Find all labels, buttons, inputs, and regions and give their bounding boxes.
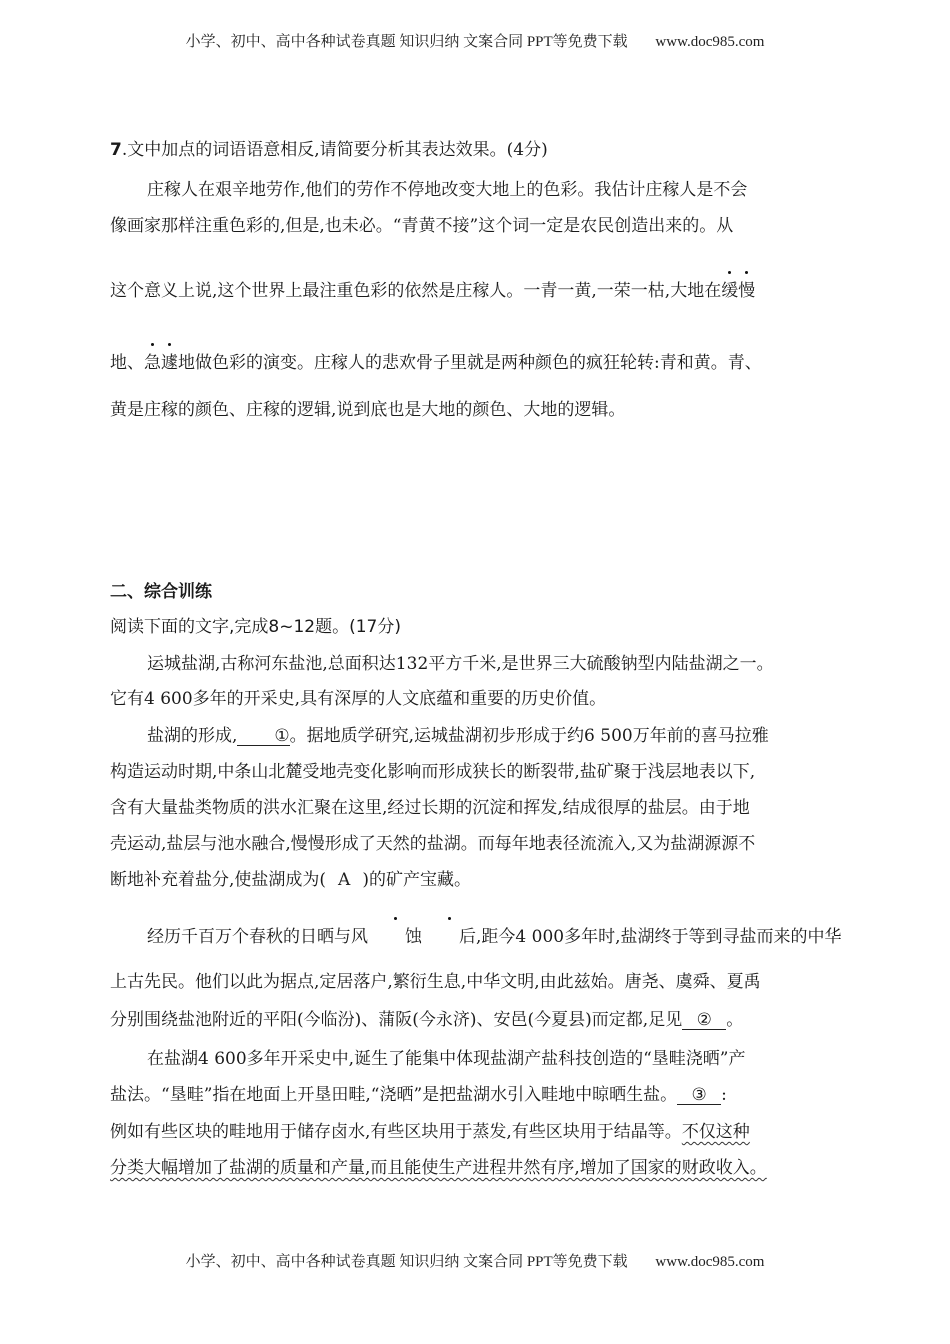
q7-passage-line bbox=[110, 283, 850, 300]
footer-url[interactable]: www.doc985.com bbox=[655, 1254, 765, 1270]
text-span: ,距今4 000多年时,盐湖终于等到寻盐而来的中华 bbox=[476, 927, 842, 947]
dotted-word: 遽 bbox=[161, 353, 178, 373]
answer-letter: A bbox=[338, 870, 351, 890]
text-span: 。 bbox=[726, 1010, 744, 1030]
text-span: 断地补充着盐分,使盐湖成为( bbox=[110, 870, 327, 890]
passage-line: 在盐湖4 600多年开采史中,诞生了能集中体现盐湖产盐科技创造的“垦畦浇晒”产 bbox=[147, 1049, 746, 1069]
header-text: 小学、初中、高中各种试卷真题 知识归纳 文案合同 PPT等免费下载 bbox=[185, 34, 628, 50]
page-header bbox=[0, 30, 950, 51]
q7-passage-line: 庄稼人在艰辛地劳作,他们的劳作不停地改变大地上的色彩。我估计庄稼人是不会 bbox=[147, 180, 748, 200]
text-span: 。据地质学研究,运城盐湖初步形成于约6 500万年前的喜马拉雅 bbox=[289, 726, 769, 746]
passage-line bbox=[110, 872, 850, 889]
header-url[interactable]: www.doc985.com bbox=[655, 34, 765, 50]
passage-line bbox=[110, 1160, 850, 1177]
passage-line: 运城盐湖,古称河东盐池,总面积达132平方千米,是世界三大硫酸钠型内陆盐湖之一。 bbox=[147, 654, 774, 674]
dotted-word: 急 bbox=[144, 353, 161, 373]
passage-line: 上古先民。他们以此为据点,定居落户,繁衍生息,中华文明,由此兹始。唐尧、虞舜、夏禹 bbox=[110, 972, 761, 992]
passage-line bbox=[110, 929, 850, 946]
passage-line bbox=[110, 1087, 850, 1105]
text-span: : bbox=[721, 1085, 727, 1105]
wavy-underlined-text: 不仅这种 bbox=[681, 1122, 750, 1142]
text-span: 例如有些区块的畦地用于储存卤水,有些区块用于蒸发,有些区块用于结晶等。 bbox=[110, 1122, 682, 1142]
blank-1: ① bbox=[237, 728, 289, 746]
text-span: 这个意义上说,这个世界上最注重色彩的依然是庄稼人。一青一黄,一荣一枯,大地在 bbox=[110, 281, 722, 301]
text-span: 地做色彩的演变。庄稼人的悲欢骨子里就是两种颜色的疯狂轮转:青和黄。青、 bbox=[178, 353, 762, 373]
passage-line: 壳运动,盐层与池水融合,慢慢形成了天然的盐湖。而每年地表径流流入,又为盐湖源源不 bbox=[110, 834, 756, 854]
q7-passage-line: 像画家那样注重色彩的,但是,也未必。“青黄不接”这个词一定是农民创造出来的。从 bbox=[110, 216, 734, 236]
passage-line: 构造运动时期,中条山北麓受地壳变化影响而形成狭长的断裂带,盐矿聚于浅层地表以下, bbox=[110, 762, 756, 782]
text-span: 盐法。“垦畦”指在地面上开垦田畦,“浇晒”是把盐湖水引入畦地中晾晒生盐。 bbox=[110, 1085, 678, 1105]
question-number: 7 bbox=[110, 140, 122, 160]
dotted-word: 蚀 bbox=[368, 929, 422, 946]
page-footer bbox=[0, 1250, 950, 1271]
dotted-word: 缓 bbox=[721, 281, 739, 301]
blank-2: ② bbox=[682, 1012, 726, 1030]
passage-line bbox=[110, 728, 850, 746]
question-7-prompt bbox=[110, 142, 850, 159]
section-title: 二、综合训练 bbox=[110, 582, 212, 602]
dotted-word: 后 bbox=[422, 929, 476, 946]
passage-line: 含有大量盐类物质的洪水汇聚在这里,经过长期的沉淀和挥发,结成很厚的盐层。由于地 bbox=[110, 798, 750, 818]
blank-3: ③ bbox=[677, 1087, 721, 1105]
q7-passage-line: 黄是庄稼的颜色、庄稼的逻辑,说到底也是大地的颜色、大地的逻辑。 bbox=[110, 400, 626, 420]
passage-line bbox=[110, 1012, 850, 1030]
q7-passage-line bbox=[110, 355, 850, 372]
text-span: 地、 bbox=[110, 353, 144, 373]
footer-text: 小学、初中、高中各种试卷真题 知识归纳 文案合同 PPT等免费下载 bbox=[185, 1254, 628, 1270]
wavy-underlined-text: 分类大幅增加了盐湖的质量和产量,而且能使生产进程井然有序,增加了国家的财政收入。 bbox=[110, 1158, 767, 1178]
text-span: 盐湖的形成, bbox=[147, 726, 238, 746]
passage-line: 它有4 600多年的开采史,具有深厚的人文底蕴和重要的历史价值。 bbox=[110, 689, 607, 709]
section-instruction: 阅读下面的文字,完成8~12题。(17分) bbox=[110, 617, 401, 637]
text-span: 分别围绕盐池附近的平阳(今临汾)、蒲阪(今永济)、安邑(今夏县)而定都,足见 bbox=[110, 1010, 683, 1030]
question-text: .文中加点的词语语意相反,请简要分析其表达效果。(4分) bbox=[121, 140, 548, 160]
text-span: 经历千百万个春秋的日晒与风 bbox=[147, 927, 368, 947]
text-span: )的矿产宝藏。 bbox=[362, 870, 471, 890]
passage-line bbox=[110, 1124, 850, 1141]
dotted-word: 慢 bbox=[738, 281, 756, 301]
